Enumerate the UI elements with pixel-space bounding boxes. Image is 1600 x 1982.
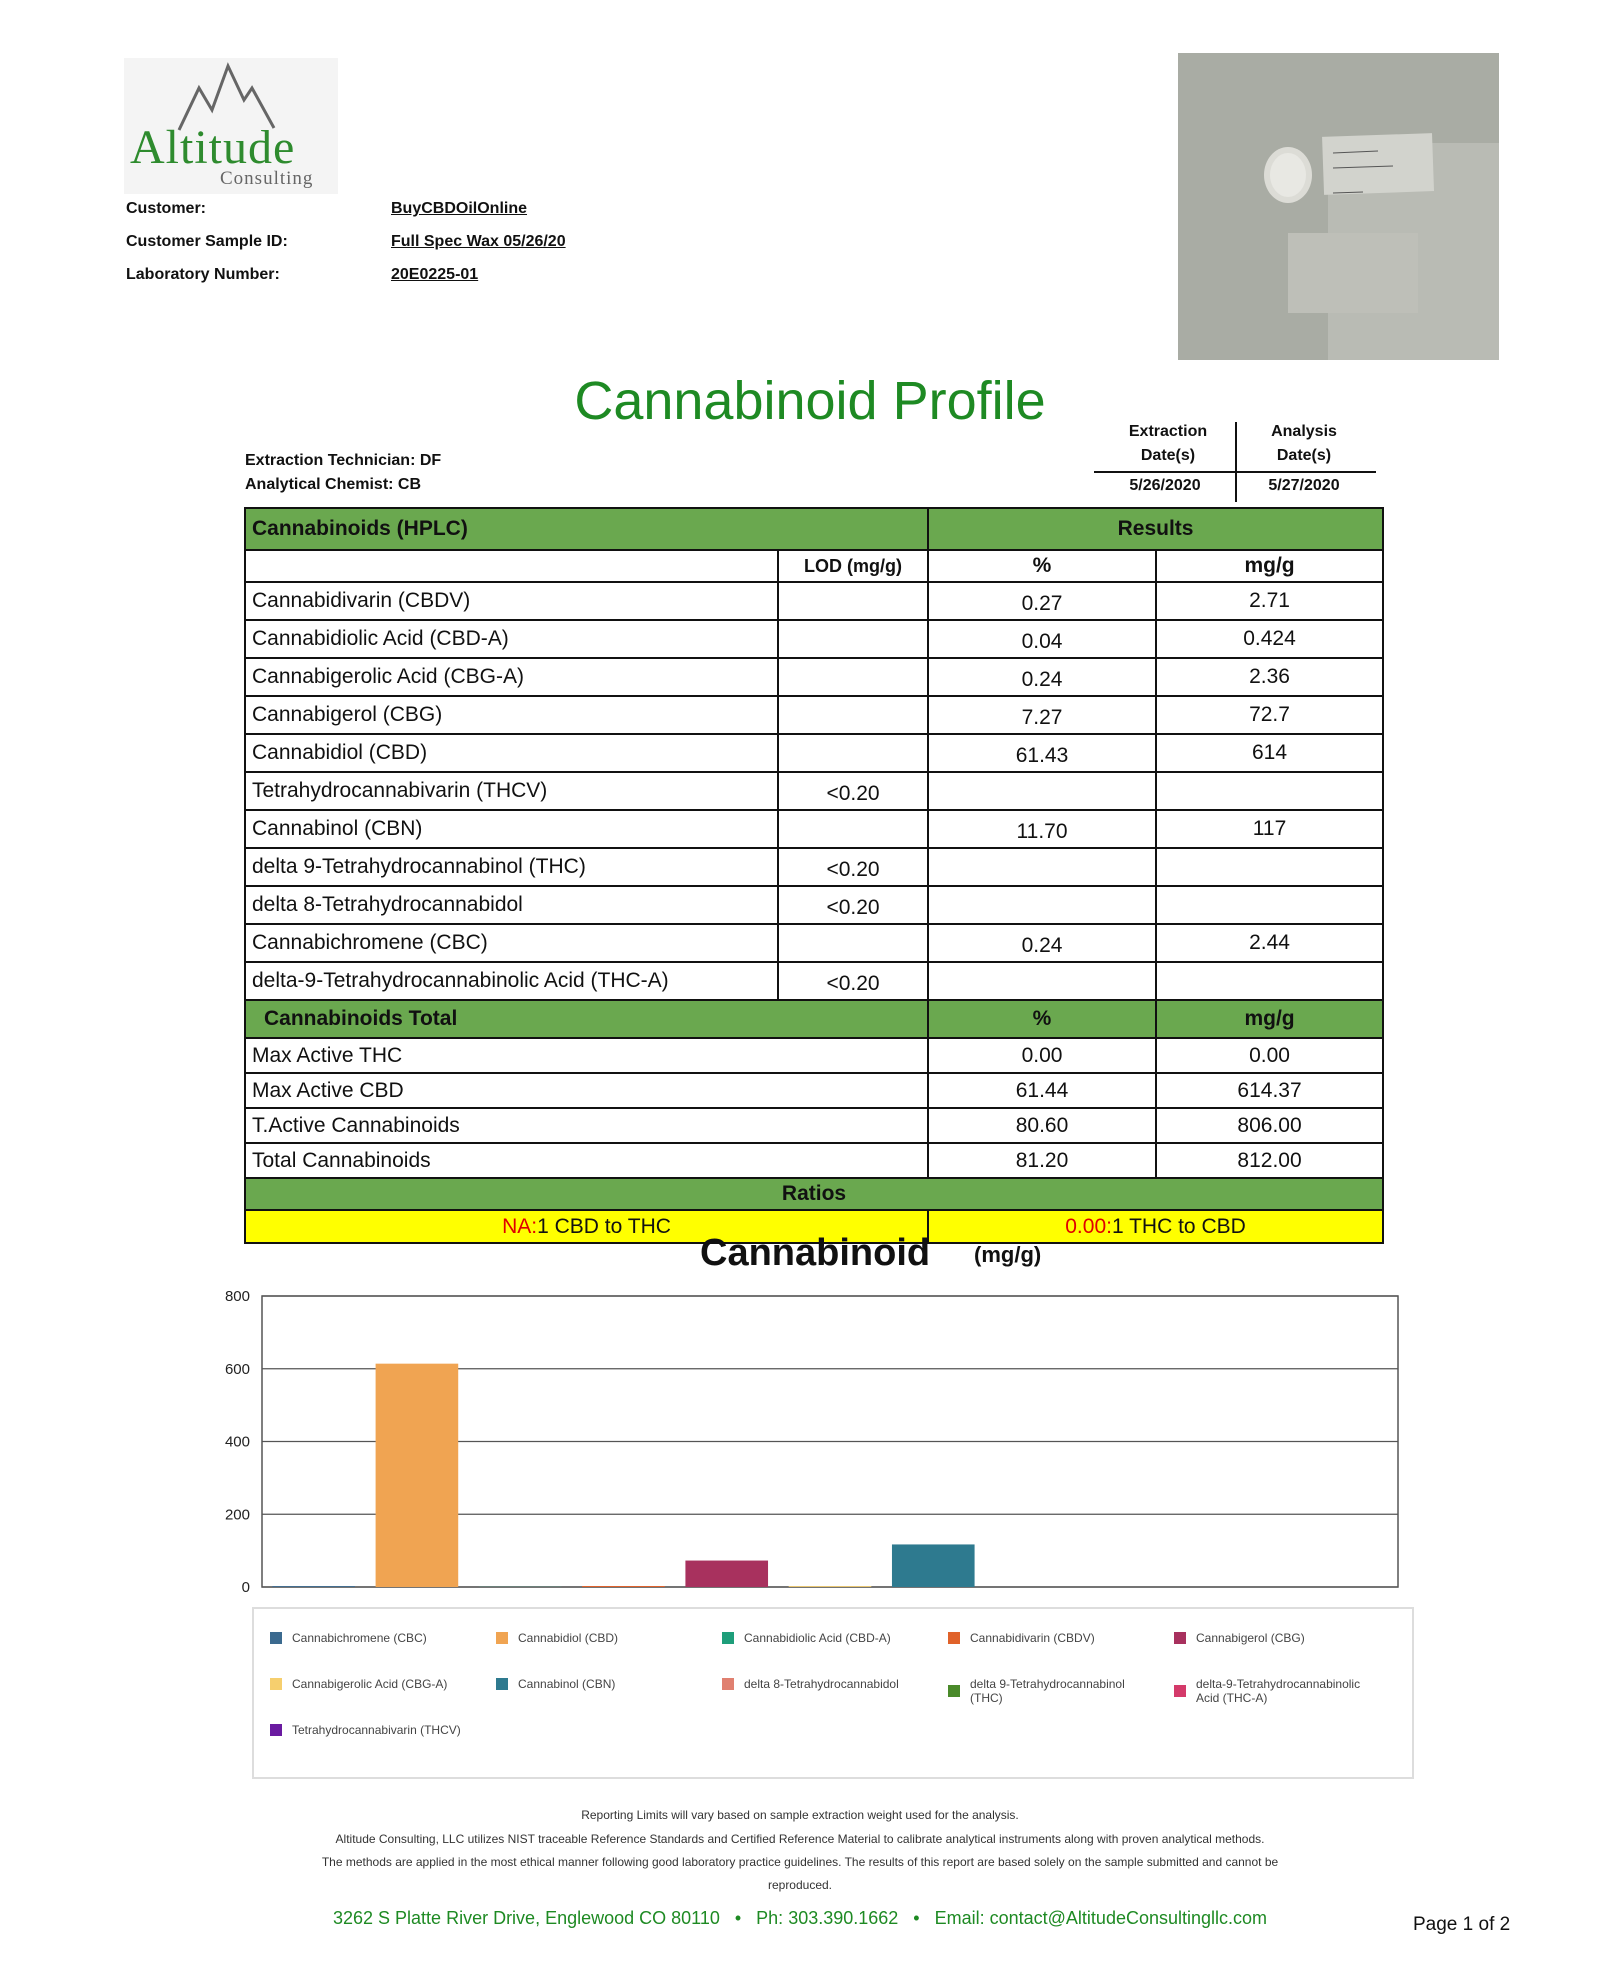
customer-label: Customer: <box>126 200 207 217</box>
row-name: Cannabidiol (CBD) <box>245 734 778 772</box>
totals-row-name: Total Cannabinoids <box>245 1143 928 1178</box>
legend-label: Cannabinol (CBN) <box>518 1677 616 1691</box>
row-lod: <0.20 <box>778 962 928 1000</box>
column-header-percent: % <box>928 550 1156 582</box>
legend-label: Tetrahydrocannabivarin (THCV) <box>292 1723 461 1737</box>
row-lod <box>778 620 928 658</box>
legend-item <box>496 1631 706 1645</box>
row-lod <box>778 696 928 734</box>
row-mg: 2.44 <box>1156 924 1383 962</box>
table-row <box>245 582 1383 620</box>
row-percent: 0.24 <box>928 924 1156 962</box>
legend-label: Cannabidiolic Acid (CBD-A) <box>744 1631 891 1645</box>
legend-swatch <box>270 1632 282 1644</box>
totals-percent-header: % <box>928 1000 1156 1038</box>
totals-row-name: Max Active CBD <box>245 1073 928 1108</box>
table-row <box>245 886 1383 924</box>
legend-swatch <box>270 1724 282 1736</box>
ratios-title: Ratios <box>245 1178 1383 1210</box>
table-row <box>245 848 1383 886</box>
row-lod <box>778 658 928 696</box>
legend-swatch <box>722 1632 734 1644</box>
ratio-thc-to-cbd-value: 0.00: <box>1065 1214 1112 1238</box>
y-tick-label: 0 <box>241 1579 250 1596</box>
row-percent: 7.27 <box>928 696 1156 734</box>
totals-row <box>245 1073 1383 1108</box>
row-percent: 0.24 <box>928 658 1156 696</box>
row-name: Cannabigerol (CBG) <box>245 696 778 734</box>
row-mg <box>1156 772 1383 810</box>
legend-label: delta 8-Tetrahydrocannabidol <box>744 1677 899 1691</box>
table-row <box>245 658 1383 696</box>
extraction-date-header <box>1094 420 1242 468</box>
sample-photo <box>1178 53 1499 360</box>
bar <box>376 1364 459 1587</box>
row-name: delta 8-Tetrahydrocannabidol <box>245 886 778 924</box>
row-name: delta-9-Tetrahydrocannabinolic Acid (THC-A) <box>245 962 778 1000</box>
extraction-technician: Extraction Technician: DF <box>245 452 442 469</box>
totals-row <box>245 1038 1383 1073</box>
analysis-date-header-line2: Date(s) <box>1276 447 1332 464</box>
row-lod: <0.20 <box>778 886 928 924</box>
totals-title: Cannabinoids Total <box>245 1000 928 1038</box>
row-percent <box>928 848 1156 886</box>
footer-line-1: Reporting Limits will vary based on sample extraction weight used for the analysis. <box>581 1808 1019 1822</box>
table-row <box>245 962 1383 1000</box>
legend-item <box>1174 1631 1384 1645</box>
extraction-date: 5/26/2020 <box>1129 477 1201 494</box>
lab-number-value: 20E0225-01 <box>391 266 479 283</box>
analysis-date: 5/27/2020 <box>1268 477 1340 494</box>
table-row <box>245 810 1383 848</box>
legend-label: Cannabigerolic Acid (CBG-A) <box>292 1677 448 1691</box>
legend-item <box>948 1677 1158 1705</box>
legend-item <box>496 1677 706 1691</box>
row-name: Cannabidivarin (CBDV) <box>245 582 778 620</box>
chart-legend <box>252 1607 1414 1779</box>
legend-swatch <box>270 1678 282 1690</box>
extraction-date-header-line2: Date(s) <box>1140 447 1196 464</box>
sample-id-value: Full Spec Wax 05/26/20 <box>391 233 566 250</box>
legend-item <box>722 1631 932 1645</box>
legend-label: Cannabigerol (CBG) <box>1196 1631 1305 1645</box>
legend-label: Cannabidivarin (CBDV) <box>970 1631 1095 1645</box>
row-mg <box>1156 886 1383 924</box>
row-mg: 2.71 <box>1156 582 1383 620</box>
ratios-header <box>245 1178 1383 1210</box>
legend-swatch <box>722 1678 734 1690</box>
row-lod <box>778 924 928 962</box>
row-mg: 2.36 <box>1156 658 1383 696</box>
legend-label: Cannabidiol (CBD) <box>518 1631 619 1645</box>
table-column-header <box>245 550 1383 582</box>
legend-swatch <box>496 1632 508 1644</box>
legend-swatch <box>948 1685 960 1697</box>
totals-row-name: T.Active Cannabinoids <box>245 1108 928 1143</box>
customer-value: BuyCBDOilOnline <box>391 200 528 217</box>
row-percent <box>928 772 1156 810</box>
totals-row-percent: 81.20 <box>928 1143 1156 1178</box>
page-number: Page 1 of 2 <box>1413 1914 1511 1935</box>
row-name: Cannabinol (CBN) <box>245 810 778 848</box>
totals-row-percent: 0.00 <box>928 1038 1156 1073</box>
logo-wordmark: Altitude <box>130 121 296 174</box>
row-mg: 0.424 <box>1156 620 1383 658</box>
row-name: Cannabigerolic Acid (CBG-A) <box>245 658 778 696</box>
analysis-date-header-line1: Analysis <box>1271 423 1337 440</box>
legend-swatch <box>1174 1632 1186 1644</box>
totals-row-percent: 80.60 <box>928 1108 1156 1143</box>
legend-item <box>1174 1677 1384 1705</box>
row-lod: <0.20 <box>778 772 928 810</box>
y-tick-label: 600 <box>224 1360 250 1378</box>
row-mg: 72.7 <box>1156 696 1383 734</box>
legend-swatch <box>496 1678 508 1690</box>
logo-subtitle: Consulting <box>220 168 314 189</box>
row-name: Cannabidiolic Acid (CBD-A) <box>245 620 778 658</box>
totals-header <box>245 1000 1383 1038</box>
totals-row-mg: 806.00 <box>1156 1108 1383 1143</box>
totals-row-mg: 812.00 <box>1156 1143 1383 1178</box>
legend-item <box>270 1631 480 1645</box>
chart-title: Cannabinoid <box>700 1232 931 1274</box>
chart-unit: (mg/g) <box>974 1242 1042 1267</box>
row-mg: 117 <box>1156 810 1383 848</box>
legend-item <box>270 1677 480 1691</box>
column-header-name <box>245 550 778 582</box>
page-title: Cannabinoid Profile <box>574 371 1046 431</box>
cannabinoid-bar-chart <box>200 1280 1420 1600</box>
footer-line-4: reproduced. <box>767 1878 833 1892</box>
row-lod <box>778 582 928 620</box>
table-row <box>245 696 1383 734</box>
ratio-cbd-to-thc-text: 1 CBD to THC <box>537 1214 671 1238</box>
y-tick-label: 800 <box>224 1288 250 1305</box>
totals-row-mg: 614.37 <box>1156 1073 1383 1108</box>
row-name: Tetrahydrocannabivarin (THCV) <box>245 772 778 810</box>
ratio-cbd-to-thc-value: NA: <box>502 1214 538 1238</box>
y-tick-label: 400 <box>224 1433 250 1451</box>
extraction-date-header-line1: Extraction <box>1128 423 1208 440</box>
legend-label: Cannabichromene (CBC) <box>292 1631 427 1645</box>
legend-label: delta-9-Tetrahydrocannabinolic Acid (THC-A) <box>1196 1677 1361 1705</box>
legend-swatch <box>948 1632 960 1644</box>
row-percent: 61.43 <box>928 734 1156 772</box>
legend-label: delta 9-Tetrahydrocannabinol (THC) <box>970 1677 1125 1705</box>
row-mg: 614 <box>1156 734 1383 772</box>
row-percent: 0.27 <box>928 582 1156 620</box>
bar <box>892 1544 975 1587</box>
bar <box>685 1561 768 1587</box>
table-row <box>245 772 1383 810</box>
totals-row-name: Max Active THC <box>245 1038 928 1073</box>
legend-item <box>270 1723 480 1737</box>
table-section-header <box>245 508 1383 550</box>
column-header-mg: mg/g <box>1156 550 1383 582</box>
legend-item <box>722 1677 932 1691</box>
row-percent: 11.70 <box>928 810 1156 848</box>
totals-row <box>245 1143 1383 1178</box>
section-title: Cannabinoids (HPLC) <box>245 508 928 550</box>
totals-mg-header: mg/g <box>1156 1000 1383 1038</box>
table-row <box>245 924 1383 962</box>
totals-row-mg: 0.00 <box>1156 1038 1383 1073</box>
company-logo <box>124 58 338 194</box>
row-lod <box>778 810 928 848</box>
row-mg <box>1156 962 1383 1000</box>
row-lod: <0.20 <box>778 848 928 886</box>
row-name: Cannabichromene (CBC) <box>245 924 778 962</box>
bar <box>582 1586 665 1587</box>
results-title: Results <box>928 508 1383 550</box>
sample-id-label: Customer Sample ID: <box>126 233 288 250</box>
legend-item <box>948 1631 1158 1645</box>
footer-line-3: The methods are applied in the most ethical manner following good laboratory practice guidelines. The results of this report are based solely on the sample submitted and cannot be <box>321 1855 1279 1869</box>
ratio-thc-to-cbd <box>928 1210 1383 1243</box>
row-percent <box>928 962 1156 1000</box>
totals-row-percent: 61.44 <box>928 1073 1156 1108</box>
analytical-chemist: Analytical Chemist: CB <box>245 476 422 493</box>
legend-swatch <box>1174 1685 1186 1697</box>
ratio-thc-to-cbd-text: 1 THC to CBD <box>1111 1214 1246 1238</box>
row-percent <box>928 886 1156 924</box>
analysis-date-header <box>1236 420 1372 468</box>
row-lod <box>778 734 928 772</box>
bar <box>789 1586 872 1587</box>
bar <box>272 1586 355 1587</box>
table-row <box>245 734 1383 772</box>
sample-photo-image <box>1178 53 1499 360</box>
column-header-lod: LOD (mg/g) <box>778 550 928 582</box>
table-row <box>245 620 1383 658</box>
totals-row <box>245 1108 1383 1143</box>
y-tick-label: 200 <box>224 1506 250 1524</box>
footer-line-2: Altitude Consulting, LLC utilizes NIST traceable Reference Standards and Certified Reference Material to calibrate analytical instruments along with proven analytical methods. <box>335 1832 1265 1846</box>
company-address: 3262 S Platte River Drive, Englewood CO 80110 • Ph: 303.390.1662 • Email: contact@AltitudeConsultingllc.com <box>332 1908 1268 1928</box>
lab-number-label: Laboratory Number: <box>126 266 280 283</box>
row-percent: 0.04 <box>928 620 1156 658</box>
row-mg <box>1156 848 1383 886</box>
row-name: delta 9-Tetrahydrocannabinol (THC) <box>245 848 778 886</box>
cannabinoid-results-table <box>244 507 1384 1244</box>
